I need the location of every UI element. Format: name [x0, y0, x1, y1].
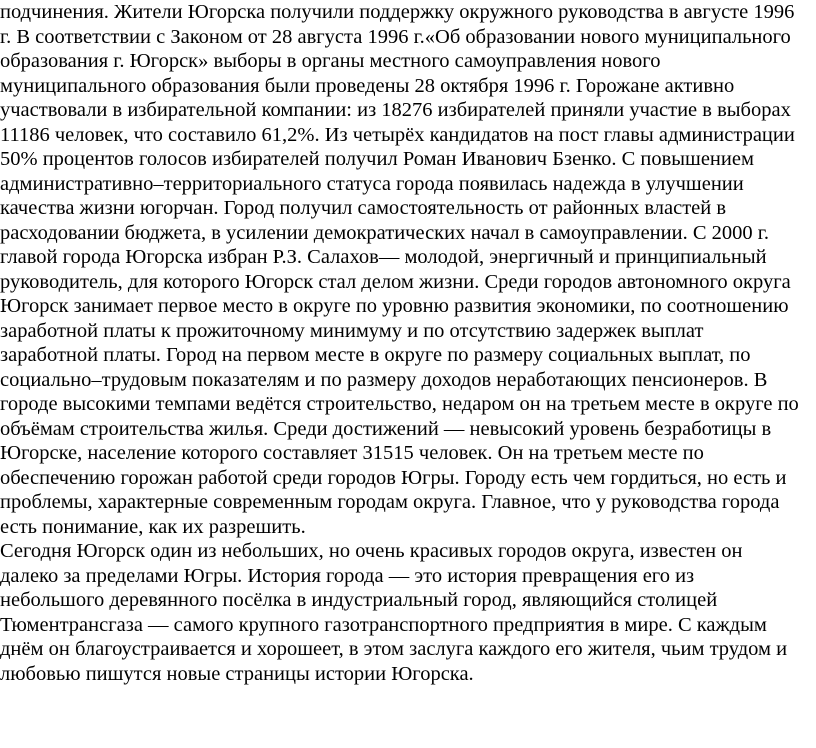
text-line: Сегодня Югорск один из небольших, но очень красивых городов округа, известен он [0, 540, 743, 562]
text-line: расходовании бюджета, в усилении демократических начал в самоуправлении. С 2000 г. [0, 221, 769, 244]
text-line: заработной платы к прожиточному минимуму и по отсутствию задержек выплат [0, 319, 704, 342]
text-line: городе высокими темпами ведётся строительство, недаром он на третьем месте в округе по [0, 393, 799, 415]
text-line: Югорске, население которого составляет 31515 человек. Он на третьем месте по [0, 442, 704, 464]
text-line: небольшого деревянного посёлка в индустриальный город, являющийся столицей [0, 589, 718, 611]
text-line: далеко за пределами Югры. История города — это история превращения его из [0, 564, 695, 587]
text-line: Югорск занимает первое место в округе по уровню развития экономики, по соотношению [0, 295, 789, 317]
text-line: образования г. Югорск» выборы в органы местного самоуправления нового [0, 50, 661, 72]
text-line: муниципального образования были проведены 28 октября 1996 г. Горожане активно [0, 74, 735, 97]
text-line: подчинения. Жители Югорска получили поддержку окружного руководства в августе 1996 [0, 1, 795, 23]
text-line: руководитель, для которого Югорск стал делом жизни. Среди городов автономного округа [0, 270, 791, 293]
text-line: качества жизни югорчан. Город получил самостоятельность от районных властей в [0, 197, 727, 219]
text-line: г. В соответствии с Законом от 28 августа 1996 г.«Об образовании нового муниципального [0, 25, 791, 48]
text-line: проблемы, характерные современным городам округа. Главное, что у руководства города [0, 491, 780, 513]
text-line: административно–территориального статуса города появилась надежда в улучшении [0, 172, 744, 195]
text-line: любовью пишутся новые страницы истории Югорска. [0, 662, 474, 685]
text-line: обеспечению горожан работой среди городов Югры. Городу есть чем гордиться, но есть и [0, 466, 787, 489]
text-line: 50% процентов голосов избирателей получил Роман Иванович Бзенко. С повышением [0, 148, 754, 170]
text-line: объёмам строительства жилья. Среди достижений — невысокий уровень безработицы в [0, 417, 772, 440]
text-line: днём он благоустраивается и хорошеет, в этом заслуга каждого его жителя, чьим трудом и [0, 638, 788, 660]
text-line: есть понимание, как их разрешить. [0, 515, 306, 538]
text-line: социально–трудовым показателям и по размеру доходов неработающих пенсионеров. В [0, 368, 768, 391]
text-line: главой города Югорска избран Р.З. Салахов— молодой, энергичный и принципиальный [0, 246, 767, 268]
text-line: заработной платы. Город на первом месте в округе по размеру социальных выплат, по [0, 344, 751, 366]
text-line: 11186 человек, что составило 61,2%. Из четырёх кандидатов на пост главы администрации [0, 123, 795, 146]
text-line: Тюментрансгаза — самого крупного газотранспортного предприятия в мире. С каждым [0, 613, 767, 636]
text-line: участвовали в избирательной компании: из 18276 избирателей приняли участие в выборах [0, 99, 791, 121]
